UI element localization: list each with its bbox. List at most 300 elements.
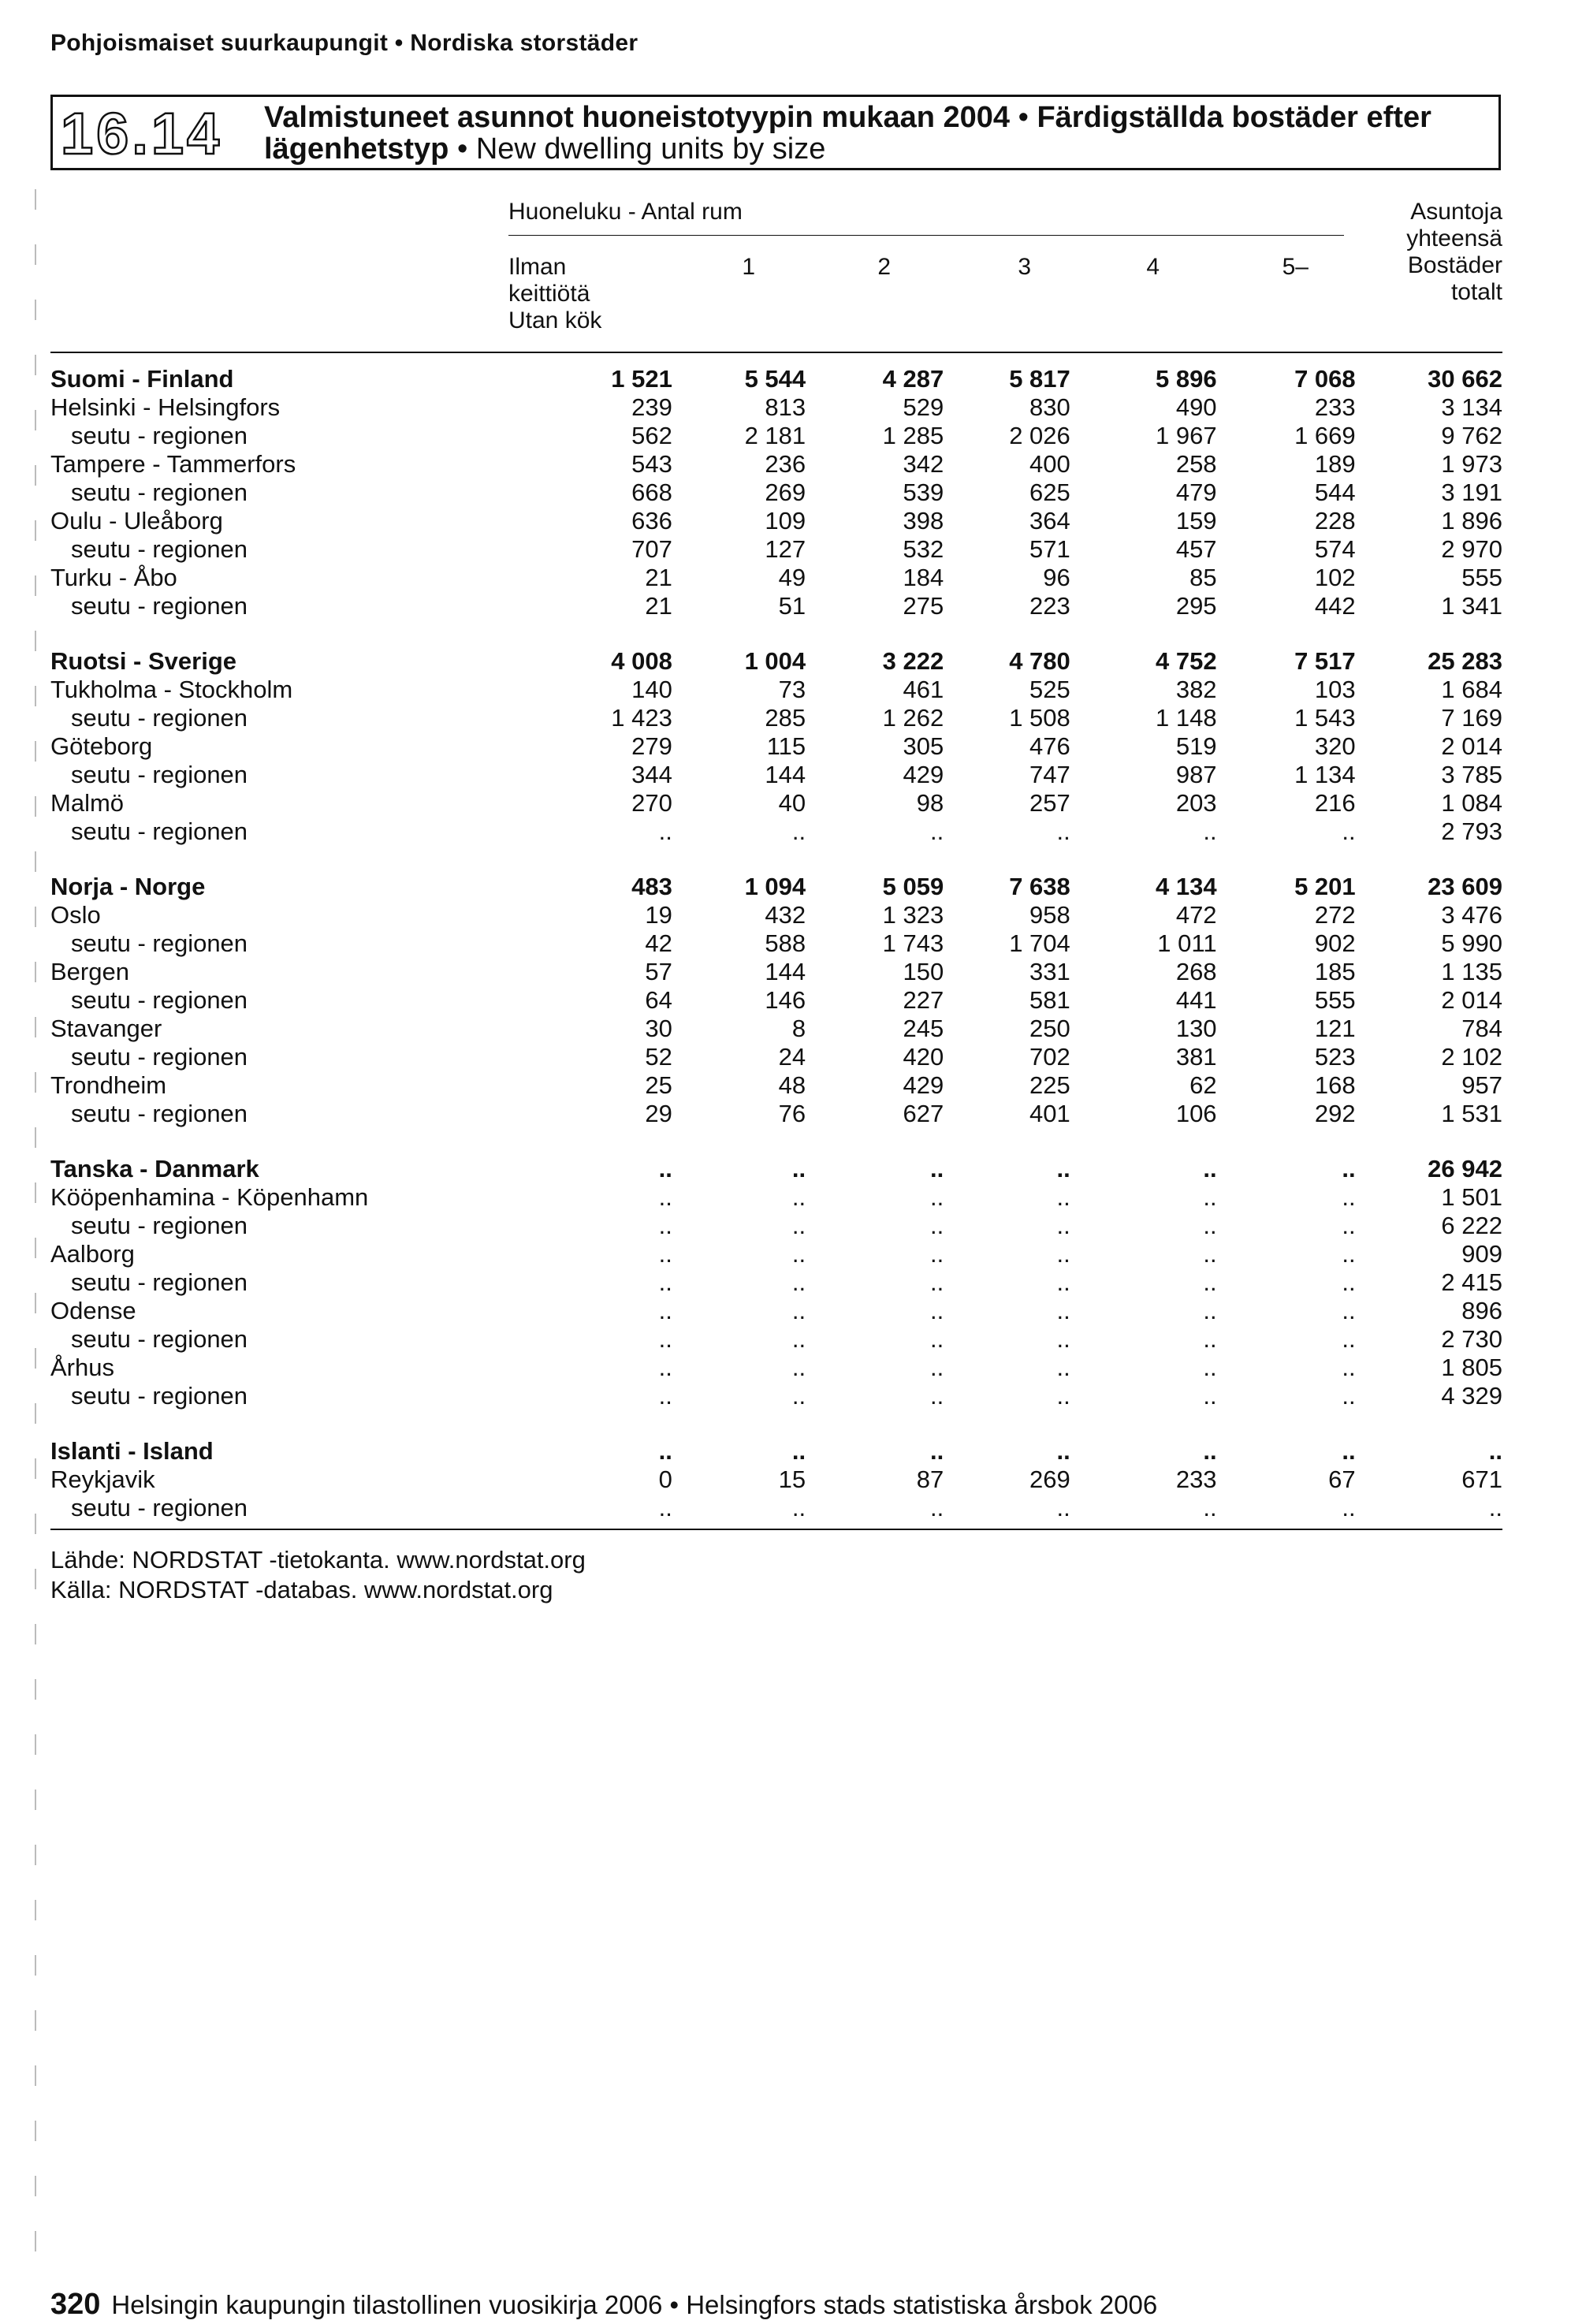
cell-3-rooms: 96 (1043, 564, 1070, 591)
table-row (50, 1354, 1502, 1382)
row-label: Odense (50, 1297, 136, 1324)
cell-2-rooms: 305 (903, 732, 944, 760)
cell-total: 3 785 (1441, 761, 1502, 788)
cell-2-rooms: 184 (903, 564, 944, 591)
cell-4-rooms: 85 (1189, 564, 1217, 591)
cell-total: 1 684 (1441, 676, 1502, 703)
title-fi: Valmistuneet asunnot huoneistotyypin mukaan 2004 (264, 101, 1011, 134)
cell-3-rooms: 400 (1029, 450, 1070, 478)
cell-3-rooms: 250 (1029, 1015, 1070, 1042)
row-label: Kööpenhamina - Köpenhamn (50, 1183, 369, 1211)
cell-no-kitchen: .. (658, 1325, 672, 1353)
page-number: 320 (50, 2288, 101, 2321)
cell-2-rooms: .. (930, 1183, 944, 1211)
col-no-kitchen-line1: Ilman (508, 254, 567, 280)
cell-4-rooms: 106 (1175, 1100, 1217, 1127)
cell-no-kitchen: 668 (631, 479, 672, 506)
source-sv: Källa: NORDSTAT -databas. www.nordstat.org (50, 1576, 553, 1603)
cell-1-room: .. (791, 1212, 806, 1239)
cell-3-rooms: 702 (1029, 1043, 1070, 1071)
running-header: Pohjoismaiset suurkaupungit • Nordiska storstäder (50, 30, 638, 56)
cell-5plus-rooms: 168 (1314, 1071, 1356, 1099)
cell-no-kitchen: 21 (645, 564, 672, 591)
table-row (50, 1325, 1502, 1354)
row-label: Göteborg (50, 732, 153, 760)
row-spacer (50, 1128, 1502, 1155)
cell-total: 2 970 (1441, 535, 1502, 563)
cell-1-room: 40 (778, 789, 806, 817)
cell-3-rooms: 269 (1029, 1466, 1070, 1493)
cell-2-rooms: 429 (903, 761, 944, 788)
cell-2-rooms: .. (930, 1354, 944, 1381)
cell-no-kitchen: .. (658, 1354, 672, 1381)
cell-4-rooms: 5 896 (1155, 365, 1217, 393)
row-label: seutu - regionen (71, 1494, 248, 1521)
cell-no-kitchen: .. (658, 1212, 672, 1239)
column-group-label: Huoneluku - Antal rum (508, 199, 743, 225)
cell-total: 7 169 (1441, 704, 1502, 732)
cell-no-kitchen: 239 (631, 393, 672, 421)
cell-1-room: .. (791, 1494, 806, 1521)
row-label: Oulu - Uleåborg (50, 507, 223, 534)
col-4-rooms-header: 4 (1146, 254, 1160, 280)
cell-total: 1 084 (1441, 789, 1502, 817)
col-1-room-header: 1 (742, 254, 755, 280)
data-table-body (50, 365, 1502, 1522)
cell-4-rooms: .. (1203, 1354, 1217, 1381)
cell-4-rooms: 1 148 (1155, 704, 1217, 732)
cell-2-rooms: 1 285 (882, 422, 944, 449)
row-spacer (50, 846, 1502, 873)
cell-total: 957 (1461, 1071, 1502, 1099)
table-row (50, 647, 1502, 676)
cell-total: 909 (1461, 1240, 1502, 1268)
row-label: Reykjavik (50, 1466, 155, 1493)
cell-2-rooms: 1 743 (882, 929, 944, 957)
cell-4-rooms: 457 (1175, 535, 1217, 563)
cell-5plus-rooms: 189 (1314, 450, 1356, 478)
cell-no-kitchen: .. (658, 1494, 672, 1521)
col-total-line4: totalt (1450, 279, 1502, 305)
col-3-rooms-header: 3 (1018, 254, 1031, 280)
cell-3-rooms: 225 (1029, 1071, 1070, 1099)
cell-2-rooms: .. (930, 817, 944, 845)
table-row (50, 1015, 1502, 1043)
cell-3-rooms: .. (1056, 1382, 1070, 1410)
col-no-kitchen-header (508, 254, 601, 334)
row-label: Helsinki - Helsingfors (50, 393, 281, 421)
row-label: seutu - regionen (71, 535, 248, 563)
table-number: 16.14 (61, 101, 223, 166)
cell-total: 896 (1461, 1297, 1502, 1324)
col-2-rooms-header: 2 (877, 254, 891, 280)
row-label: seutu - regionen (71, 422, 248, 449)
cell-2-rooms: 529 (903, 393, 944, 421)
col-5plus-rooms-header: 5– (1282, 254, 1309, 280)
spacer-cell (50, 620, 1502, 647)
cell-1-room: 285 (765, 704, 806, 732)
cell-3-rooms: 958 (1029, 901, 1070, 929)
cell-4-rooms: 441 (1175, 986, 1217, 1014)
cell-4-rooms: 130 (1175, 1015, 1217, 1042)
cell-1-room: 8 (791, 1015, 806, 1042)
cell-3-rooms: .. (1056, 1212, 1070, 1239)
cell-4-rooms: .. (1203, 1382, 1217, 1410)
cell-1-room: 269 (765, 479, 806, 506)
row-label: seutu - regionen (71, 592, 248, 620)
cell-4-rooms: 1 967 (1155, 422, 1217, 449)
cell-1-room: 2 181 (744, 422, 806, 449)
cell-4-rooms: .. (1203, 1437, 1217, 1465)
cell-1-room: .. (791, 1354, 806, 1381)
cell-1-room: 432 (765, 901, 806, 929)
cell-no-kitchen: 64 (645, 986, 672, 1014)
cell-1-room: .. (791, 1155, 806, 1182)
cell-1-room: 144 (765, 958, 806, 985)
table-title-box (50, 95, 1501, 170)
cell-5plus-rooms: 1 134 (1294, 761, 1356, 788)
row-label: Malmö (50, 789, 125, 817)
row-label: Oslo (50, 901, 101, 929)
table-row (50, 1100, 1502, 1128)
cell-no-kitchen: .. (658, 1297, 672, 1324)
cell-2-rooms: 532 (903, 535, 944, 563)
cell-3-rooms: .. (1056, 1354, 1070, 1381)
row-label: seutu - regionen (71, 986, 248, 1014)
cell-4-rooms: 479 (1175, 479, 1217, 506)
bottom-rule (50, 1529, 1502, 1530)
row-label: seutu - regionen (71, 1043, 248, 1071)
row-spacer (50, 620, 1502, 647)
cell-2-rooms: .. (930, 1325, 944, 1353)
spacer-cell (50, 1410, 1502, 1437)
table-row (50, 817, 1502, 846)
cell-1-room: .. (791, 1268, 806, 1296)
cell-no-kitchen: .. (658, 1437, 672, 1465)
cell-3-rooms: .. (1056, 1155, 1070, 1182)
cell-1-room: 49 (778, 564, 806, 591)
cell-no-kitchen: 52 (645, 1043, 672, 1071)
table-row (50, 450, 1502, 479)
cell-no-kitchen: 562 (631, 422, 672, 449)
table-row (50, 704, 1502, 732)
cell-1-room: 51 (778, 592, 806, 620)
cell-5plus-rooms: 523 (1314, 1043, 1356, 1071)
cell-2-rooms: 245 (903, 1015, 944, 1042)
cell-3-rooms: 331 (1029, 958, 1070, 985)
cell-total: 1 805 (1441, 1354, 1502, 1381)
cell-3-rooms: 1 704 (1009, 929, 1070, 957)
col-no-kitchen-line3: Utan kök (508, 307, 602, 333)
cell-no-kitchen: .. (658, 1155, 672, 1182)
row-label: seutu - regionen (71, 817, 248, 845)
cell-total: 555 (1461, 564, 1502, 591)
cell-total: 1 973 (1441, 450, 1502, 478)
cell-4-rooms: 295 (1175, 592, 1217, 620)
cell-4-rooms: .. (1203, 1268, 1217, 1296)
cell-total: 2 730 (1441, 1325, 1502, 1353)
cell-4-rooms: 4 752 (1155, 647, 1217, 675)
row-label: seutu - regionen (71, 1268, 248, 1296)
data-table (50, 365, 1502, 1522)
row-label: seutu - regionen (71, 1212, 248, 1239)
cell-2-rooms: .. (930, 1494, 944, 1521)
cell-4-rooms: .. (1203, 1494, 1217, 1521)
cell-2-rooms: 4 287 (882, 365, 944, 393)
cell-4-rooms: .. (1203, 1297, 1217, 1324)
table-row (50, 1183, 1502, 1212)
cell-2-rooms: 1 262 (882, 704, 944, 732)
row-label: Trondheim (50, 1071, 167, 1099)
row-label: Suomi - Finland (50, 365, 234, 393)
cell-5plus-rooms: .. (1342, 1240, 1356, 1268)
cell-total: 23 609 (1428, 873, 1502, 900)
cell-4-rooms: 382 (1175, 676, 1217, 703)
cell-total: 1 896 (1441, 507, 1502, 534)
cell-3-rooms: 747 (1029, 761, 1070, 788)
cell-5plus-rooms: 1 669 (1294, 422, 1356, 449)
source-note (50, 1545, 586, 1605)
table-row (50, 564, 1502, 592)
cell-1-room: 48 (778, 1071, 806, 1099)
spacer-cell (50, 846, 1502, 873)
cell-no-kitchen: 1 423 (611, 704, 672, 732)
cell-5plus-rooms: 320 (1314, 732, 1356, 760)
cell-5plus-rooms: .. (1342, 1494, 1356, 1521)
cell-1-room: .. (791, 1437, 806, 1465)
cell-5plus-rooms: 555 (1314, 986, 1356, 1014)
row-spacer (50, 1410, 1502, 1437)
cell-3-rooms: 625 (1029, 479, 1070, 506)
cell-total: 784 (1461, 1015, 1502, 1042)
table-row (50, 592, 1502, 620)
cell-1-room: 109 (765, 507, 806, 534)
cell-no-kitchen: 636 (631, 507, 672, 534)
table-row (50, 873, 1502, 901)
row-label: seutu - regionen (71, 761, 248, 788)
title-sv-part2: lägenhetstyp (264, 132, 449, 166)
cell-1-room: 588 (765, 929, 806, 957)
cell-no-kitchen: 25 (645, 1071, 672, 1099)
cell-2-rooms: 98 (916, 789, 944, 817)
cell-total: 3 476 (1441, 901, 1502, 929)
cell-5plus-rooms: .. (1342, 1297, 1356, 1324)
cell-4-rooms: 233 (1175, 1466, 1217, 1493)
cell-5plus-rooms: 185 (1314, 958, 1356, 985)
cell-5plus-rooms: 102 (1314, 564, 1356, 591)
cell-no-kitchen: 483 (631, 873, 672, 900)
cell-4-rooms: .. (1203, 817, 1217, 845)
cell-3-rooms: 257 (1029, 789, 1070, 817)
cell-3-rooms: .. (1056, 1297, 1070, 1324)
row-label: Tampere - Tammerfors (50, 450, 296, 478)
table-row (50, 1240, 1502, 1268)
cell-no-kitchen: 270 (631, 789, 672, 817)
cell-5plus-rooms: 233 (1314, 393, 1356, 421)
cell-4-rooms: 4 134 (1155, 873, 1217, 900)
cell-1-room: .. (791, 1297, 806, 1324)
cell-4-rooms: .. (1203, 1325, 1217, 1353)
cell-total: 1 531 (1441, 1100, 1502, 1127)
title-en: New dwelling units by size (475, 132, 826, 166)
table-row (50, 986, 1502, 1015)
cell-2-rooms: 420 (903, 1043, 944, 1071)
cell-2-rooms: 342 (903, 450, 944, 478)
table-row (50, 1437, 1502, 1466)
cell-1-room: 236 (765, 450, 806, 478)
cell-3-rooms: .. (1056, 1268, 1070, 1296)
cell-4-rooms: 62 (1189, 1071, 1217, 1099)
cell-2-rooms: .. (930, 1437, 944, 1465)
cell-5plus-rooms: 5 201 (1294, 873, 1356, 900)
cell-2-rooms: .. (930, 1240, 944, 1268)
table-row (50, 507, 1502, 535)
cell-total: .. (1488, 1437, 1502, 1465)
cell-2-rooms: 461 (903, 676, 944, 703)
cell-1-room: .. (791, 1325, 806, 1353)
cell-total: 30 662 (1428, 365, 1502, 393)
cell-5plus-rooms: .. (1342, 1268, 1356, 1296)
cell-4-rooms: 519 (1175, 732, 1217, 760)
cell-no-kitchen: 29 (645, 1100, 672, 1127)
cell-4-rooms: 987 (1175, 761, 1217, 788)
cell-4-rooms: 490 (1175, 393, 1217, 421)
cell-no-kitchen: .. (658, 1240, 672, 1268)
cell-4-rooms: 472 (1175, 901, 1217, 929)
row-label: Islanti - Island (50, 1437, 214, 1465)
cell-5plus-rooms: 902 (1314, 929, 1356, 957)
cell-5plus-rooms: 544 (1314, 479, 1356, 506)
cell-2-rooms: 398 (903, 507, 944, 534)
cell-5plus-rooms: 1 543 (1294, 704, 1356, 732)
cell-1-room: 127 (765, 535, 806, 563)
title-sv-part1: Färdigställda bostäder efter (1037, 101, 1431, 134)
cell-total: 1 501 (1441, 1183, 1502, 1211)
cell-1-room: .. (791, 1240, 806, 1268)
cell-5plus-rooms: 574 (1314, 535, 1356, 563)
cell-1-room: 15 (778, 1466, 806, 1493)
cell-2-rooms: .. (930, 1212, 944, 1239)
cell-total: 3 134 (1441, 393, 1502, 421)
cell-5plus-rooms: 272 (1314, 901, 1356, 929)
table-row (50, 676, 1502, 704)
table-title (264, 102, 1431, 165)
cell-total: 25 283 (1428, 647, 1502, 675)
row-label: seutu - regionen (71, 929, 248, 957)
cell-3-rooms: 2 026 (1009, 422, 1070, 449)
cell-total: .. (1488, 1494, 1502, 1521)
cell-4-rooms: 1 011 (1157, 929, 1217, 957)
cell-2-rooms: .. (930, 1155, 944, 1182)
cell-2-rooms: 429 (903, 1071, 944, 1099)
cell-2-rooms: .. (930, 1268, 944, 1296)
cell-5plus-rooms: 103 (1314, 676, 1356, 703)
cell-1-room: .. (791, 1382, 806, 1410)
cell-3-rooms: 525 (1029, 676, 1070, 703)
row-label: seutu - regionen (71, 479, 248, 506)
cell-5plus-rooms: 442 (1314, 592, 1356, 620)
cell-total: 671 (1461, 1466, 1502, 1493)
row-label: Tanska - Danmark (50, 1155, 259, 1182)
cell-5plus-rooms: .. (1342, 1354, 1356, 1381)
cell-3-rooms: .. (1056, 1183, 1070, 1211)
cell-5plus-rooms: 292 (1314, 1100, 1356, 1127)
scan-margin-mark (35, 189, 36, 2286)
cell-total: 5 990 (1441, 929, 1502, 957)
col-total-line1: Asuntoja (1410, 199, 1502, 225)
cell-no-kitchen: 1 521 (611, 365, 672, 393)
cell-5plus-rooms: .. (1342, 1382, 1356, 1410)
table-row (50, 929, 1502, 958)
cell-5plus-rooms: 228 (1314, 507, 1356, 534)
cell-3-rooms: .. (1056, 817, 1070, 845)
cell-2-rooms: 3 222 (882, 647, 944, 675)
cell-2-rooms: 227 (903, 986, 944, 1014)
row-label: Norja - Norge (50, 873, 206, 900)
cell-1-room: 813 (765, 393, 806, 421)
cell-1-room: .. (791, 817, 806, 845)
table-row (50, 1071, 1502, 1100)
cell-4-rooms: 268 (1175, 958, 1217, 985)
cell-1-room: 73 (778, 676, 806, 703)
cell-3-rooms: 401 (1029, 1100, 1070, 1127)
cell-no-kitchen: 279 (631, 732, 672, 760)
table-row (50, 1155, 1502, 1183)
cell-3-rooms: 581 (1029, 986, 1070, 1014)
cell-3-rooms: 830 (1029, 393, 1070, 421)
col-total-line2: yhteensä (1406, 225, 1502, 251)
cell-3-rooms: 5 817 (1009, 365, 1070, 393)
cell-no-kitchen: 707 (631, 535, 672, 563)
page-footer (50, 2288, 1157, 2322)
cell-3-rooms: .. (1056, 1437, 1070, 1465)
cell-2-rooms: 539 (903, 479, 944, 506)
cell-total: 6 222 (1441, 1212, 1502, 1239)
cell-total: 2 102 (1441, 1043, 1502, 1071)
cell-1-room: 5 544 (744, 365, 806, 393)
row-label: seutu - regionen (71, 1100, 248, 1127)
row-label: seutu - regionen (71, 704, 248, 732)
cell-4-rooms: 203 (1175, 789, 1217, 817)
cell-1-room: 24 (778, 1043, 806, 1071)
cell-no-kitchen: 140 (631, 676, 672, 703)
cell-2-rooms: 1 323 (882, 901, 944, 929)
cell-2-rooms: 87 (916, 1466, 944, 1493)
cell-total: 4 329 (1441, 1382, 1502, 1410)
cell-total: 2 415 (1441, 1268, 1502, 1296)
cell-5plus-rooms: 7 068 (1294, 365, 1356, 393)
cell-total: 2 014 (1441, 986, 1502, 1014)
title-separator: • (1010, 101, 1037, 134)
column-group-rule (508, 235, 1344, 236)
row-label: Stavanger (50, 1015, 162, 1042)
table-row (50, 1382, 1502, 1410)
cell-3-rooms: 364 (1029, 507, 1070, 534)
cell-no-kitchen: 4 008 (611, 647, 672, 675)
cell-no-kitchen: 57 (645, 958, 672, 985)
cell-4-rooms: .. (1203, 1155, 1217, 1182)
table-row (50, 1212, 1502, 1240)
cell-no-kitchen: 42 (645, 929, 672, 957)
table-row (50, 479, 1502, 507)
table-row (50, 732, 1502, 761)
cell-5plus-rooms: .. (1342, 1437, 1356, 1465)
row-label: Turku - Åbo (50, 564, 177, 591)
footer-text: Helsingin kaupungin tilastollinen vuosikirja 2006 • Helsingfors stads statistiska årsbok 2006 (111, 2290, 1158, 2319)
cell-total: 26 942 (1428, 1155, 1502, 1182)
cell-3-rooms: 7 638 (1009, 873, 1070, 900)
table-row (50, 393, 1502, 422)
